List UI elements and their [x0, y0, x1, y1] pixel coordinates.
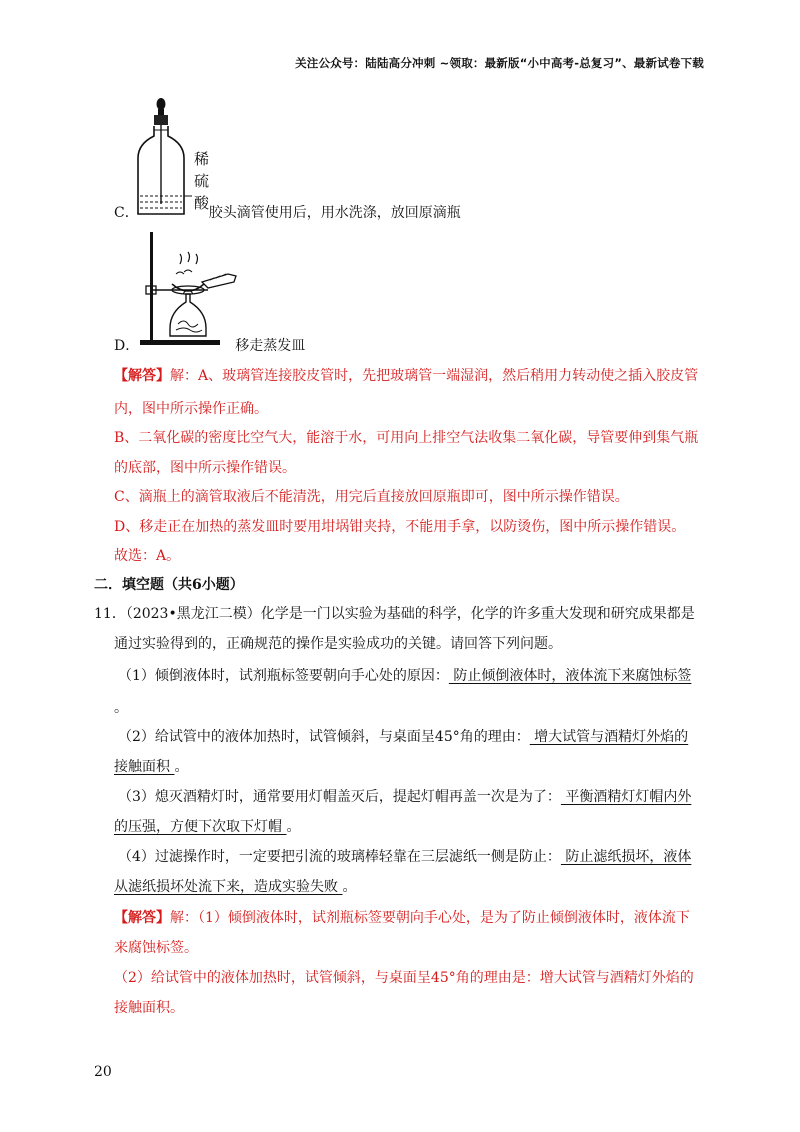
- q11-part4: （4）过滤操作时，一定要把引流的玻璃棒轻靠在三层滤纸一侧是防止： 防止滤纸损坏，液体: [118, 849, 692, 865]
- answer10-line7: 故选：A。: [114, 548, 181, 564]
- q11-line1: 11．（2023•黑龙江二模）化学是一门以实验为基础的科学，化学的许多重大发现和研究成果都是: [94, 606, 695, 622]
- answer10-line3: B、二氧化碳的密度比空气大，能溶于水，可用向上排空气法收集二氧化碳，导管要伸到集气瓶: [114, 430, 699, 446]
- answer10-line4: 的底部，图中所示操作错误。: [114, 460, 296, 476]
- answer10-line5: C、滴瓶上的滴管取液后不能清洗，用完后直接放回原瓶即可，图中所示操作错误。: [114, 489, 629, 505]
- answer10-line2: 内，图中所示操作正确。: [114, 401, 268, 417]
- answer10-line1: 【解答】解：A、玻璃管连接胶皮管时，先把玻璃管一端湿润，然后稍用力转动使之插入胶皮管: [114, 368, 699, 384]
- q11-line2: 通过实验得到的，正确规范的操作是实验成功的关键。请回答下列问题。: [114, 636, 562, 652]
- section-title: 二．填空题（共6小题）: [94, 577, 244, 593]
- q11-part1-end: 。: [114, 700, 128, 716]
- page-header: 关注公众号：陆陆高分冲刺 ~领取：最新版“小中高考-总复习”、最新试卷下载: [295, 56, 704, 70]
- q11-part4-cont: 从滤纸损坏处流下来，造成实验失败 。: [114, 879, 357, 895]
- q11-part2: （2）给试管中的液体加热时，试管倾斜，与桌面呈45°角的理由： 增大试管与酒精灯外焰的: [118, 729, 689, 745]
- answer10-line6: D、移走正在加热的蒸发皿时要用坩埚钳夹持，不能用手拿，以防烫伤，图中所示操作错误。: [114, 519, 686, 535]
- page-number: 20: [94, 1064, 112, 1080]
- q11-part3: （3）熄灭酒精灯时，通常要用灯帽盖灭后，提起灯帽再盖一次是为了： 平衡酒精灯灯帽内外: [118, 789, 692, 805]
- answer11-line4: 接触面积。: [114, 1000, 184, 1016]
- evaporating-dish-figure: [136, 228, 240, 348]
- answer11-line1: 【解答】解：（1）倾倒液体时，试剂瓶标签要朝向手心处，是为了防止倾倒液体时，液体流下: [114, 910, 690, 926]
- bottle-label: 稀 硫 酸: [194, 150, 210, 212]
- q11-part3-cont: 的压强，方便下次取下灯帽 。: [114, 819, 301, 835]
- q11-part1: （1）倾倒液体时，试剂瓶标签要朝向手心处的原因： 防止倾倒液体时，液体流下来腐蚀标签: [118, 668, 692, 684]
- q11-part2-cont: 接触面积 。: [114, 759, 189, 775]
- option-c: C． 胶头滴管使用后，用水洗涤，放回原滴瓶: [114, 205, 461, 221]
- answer11-line3: （2）给试管中的液体加热时，试管倾斜，与桌面呈45°角的理由是：增大试管与酒精灯外焰的: [114, 970, 694, 986]
- answer11-line2: 来腐蚀标签。: [114, 940, 198, 956]
- dropper-bottle-figure: [128, 96, 192, 220]
- option-d: D． 移走蒸发皿: [114, 338, 306, 354]
